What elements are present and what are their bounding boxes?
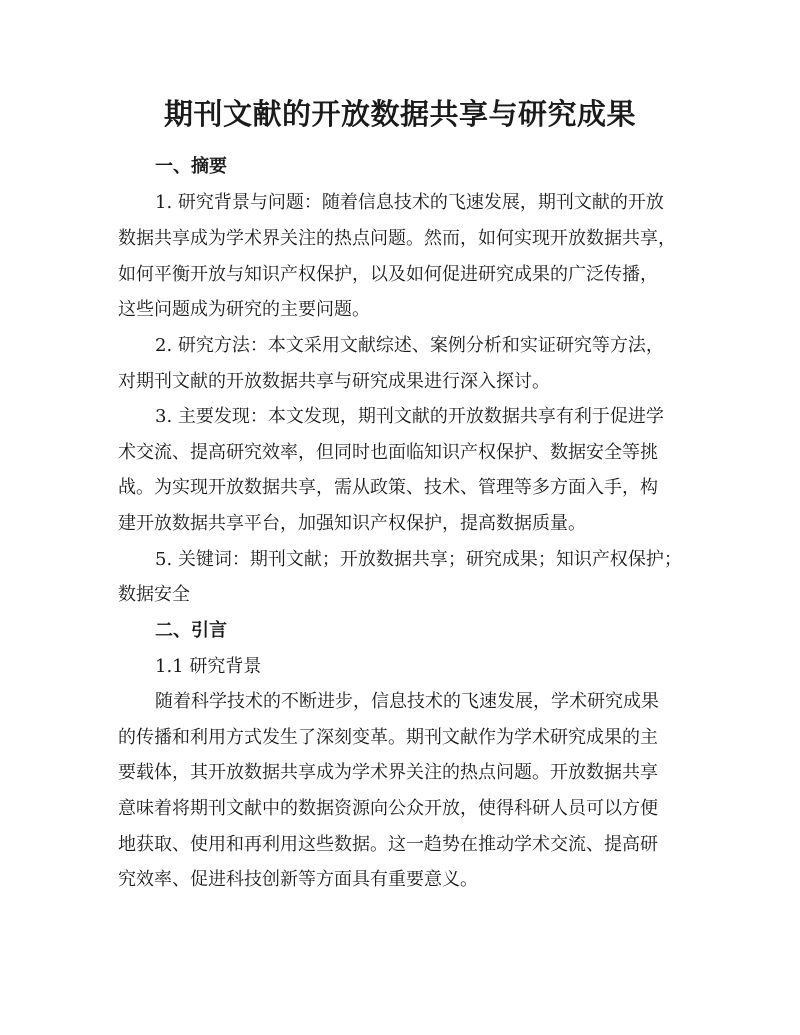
section-heading-introduction: 二、引言 bbox=[155, 620, 227, 641]
paragraph-line: 术交流、提高研究效率，但同时也面临知识产权保护、数据安全等挑 bbox=[118, 442, 658, 463]
paragraph-line: 战。为实现开放数据共享，需从政策、技术、管理等多方面入手，构 bbox=[118, 477, 658, 498]
paragraph-line: 如何平衡开放与知识产权保护，以及如何促进研究成果的广泛传播， bbox=[118, 264, 658, 285]
paragraph-line: 究效率、促进科技创新等方面具有重要意义。 bbox=[118, 869, 478, 890]
paragraph-line: 意味着将期刊文献中的数据资源向公众开放，使得科研人员可以方便 bbox=[118, 798, 658, 819]
paragraph-line: 1. 研究背景与问题：随着信息技术的飞速发展，期刊文献的开放 bbox=[155, 192, 664, 213]
keywords-line: 5. 关键词：期刊文献；开放数据共享；研究成果；知识产权保护； bbox=[155, 549, 682, 570]
paragraph-line: 2. 研究方法：本文采用文献综述、案例分析和实证研究等方法， bbox=[155, 335, 664, 356]
paragraph-line: 对期刊文献的开放数据共享与研究成果进行深入探讨。 bbox=[118, 371, 550, 392]
paragraph-line: 数据共享成为学术界关注的热点问题。然而，如何实现开放数据共享， bbox=[118, 228, 676, 249]
section-heading-abstract: 一、摘要 bbox=[155, 156, 227, 177]
paragraph-line: 随着科学技术的不断进步，信息技术的飞速发展，学术研究成果 bbox=[155, 691, 659, 712]
paragraph-line: 要载体，其开放数据共享成为学术界关注的热点问题。开放数据共享 bbox=[118, 762, 658, 783]
subsection-heading-background: 1.1 研究背景 bbox=[155, 656, 262, 677]
paragraph-line: 这些问题成为研究的主要问题。 bbox=[118, 299, 370, 320]
paragraph-line: 地获取、使用和再利用这些数据。这一趋势在推动学术交流、提高研 bbox=[118, 834, 658, 855]
paragraph-line: 建开放数据共享平台，加强知识产权保护，提高数据质量。 bbox=[118, 513, 586, 534]
paragraph-line: 3. 主要发现：本文发现，期刊文献的开放数据共享有利于促进学 bbox=[155, 406, 664, 427]
paragraph-line: 的传播和利用方式发生了深刻变革。期刊文献作为学术研究成果的主 bbox=[118, 727, 658, 748]
keywords-line: 数据安全 bbox=[118, 584, 190, 605]
document-title: 期刊文献的开放数据共享与研究成果 bbox=[163, 97, 636, 131]
